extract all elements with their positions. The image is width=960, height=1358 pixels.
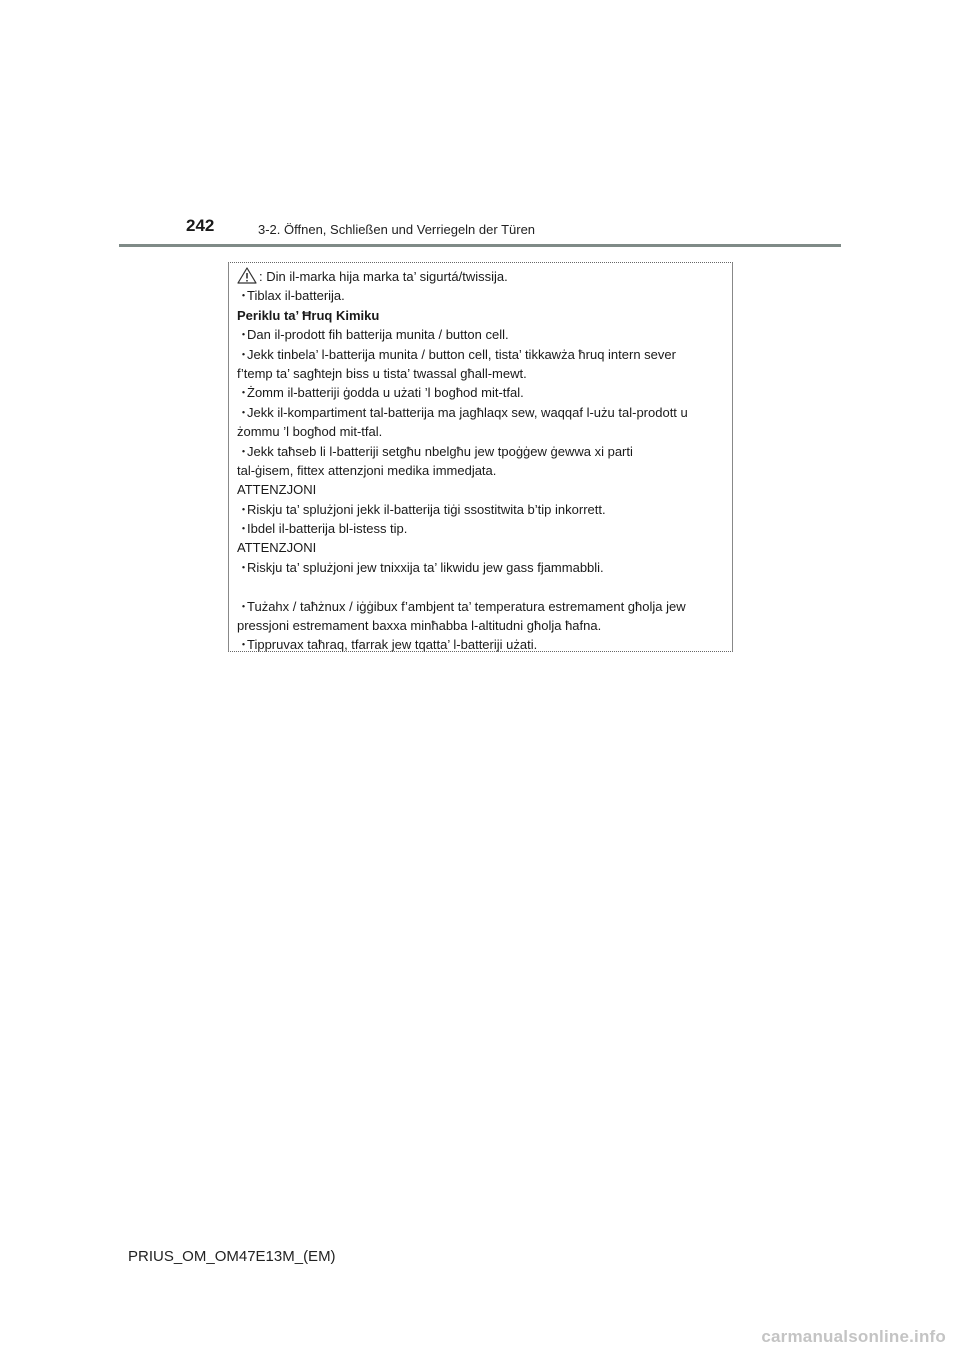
bullet-item: ・Tużahx / taħżnux / iġġibux f’ambjent ta’ temperatura estremament għolja jew [237,598,686,614]
warning-box [228,262,733,652]
bullet-item: ・Riskju ta’ splużjoni jekk il-batterija tiġi ssostitwita b’tip inkorrett. [237,501,606,517]
warning-box-content [237,267,726,655]
chemical-burn-heading: Periklu ta’ Ħruq Kimiku [237,307,380,323]
section-title: 3-2. Öffnen, Schließen und Verriegeln der Türen [258,222,536,237]
bullet-item: ・Tiblax il-batterija. [237,288,345,304]
bullet-item: ・Żomm il-batteriji ġodda u użati ’l bogħod mit-tfal. [237,385,524,401]
bullet-item: ・Riskju ta’ splużjoni jew tnixxija ta’ likwidu jew gass fjammabbli. [237,559,604,575]
warning-intro-text: : Din il-marka hija marka ta’ sigurtá/twissija. [259,269,508,284]
bullet-item: ・Jekk il-kompartiment tal-batterija ma jagħlaqx sew, waqqaf l-użu tal-prodott u [237,404,688,420]
spacer [237,577,726,596]
attention-heading: ATTENZJONI [237,482,317,498]
bullet-continuation: tal-ġisem, fittex attenzjoni medika immedjata. [237,462,497,478]
bullet-item: ・Dan il-prodott fih batterija munita / button cell. [237,327,509,343]
attention-heading: ATTENZJONI [237,540,317,556]
page-number: 242 [186,216,215,235]
bullet-item: ・Tippruvax taħraq, tfarrak jew tqatta’ l-batteriji użati. [237,637,538,653]
watermark: carmanualsonline.info [761,1327,946,1346]
bullet-continuation: pressjoni estremament baxxa minħabba l-altitudni għolja ħafna. [237,618,602,634]
bullet-continuation: f’temp ta’ sagħtejn biss u tista’ twassal għall-mewt. [237,365,527,381]
header-divider [119,244,841,247]
warning-triangle-icon [237,267,259,284]
warning-intro-line [237,267,726,286]
bullet-item: ・Jekk taħseb li l-batteriji setgħu nbelgħu jew tpoġġew ġewwa xi parti [237,443,633,459]
bullet-item: ・Jekk tinbela’ l-batterija munita / button cell, tista’ tikkawża ħruq intern sever [237,346,676,362]
bullet-continuation: żommu ’l bogħod mit-tfal. [237,424,383,440]
document-code: PRIUS_OM_OM47E13M_(EM) [128,1248,336,1265]
bullet-item: ・Ibdel il-batterija bl-istess tip. [237,521,408,537]
